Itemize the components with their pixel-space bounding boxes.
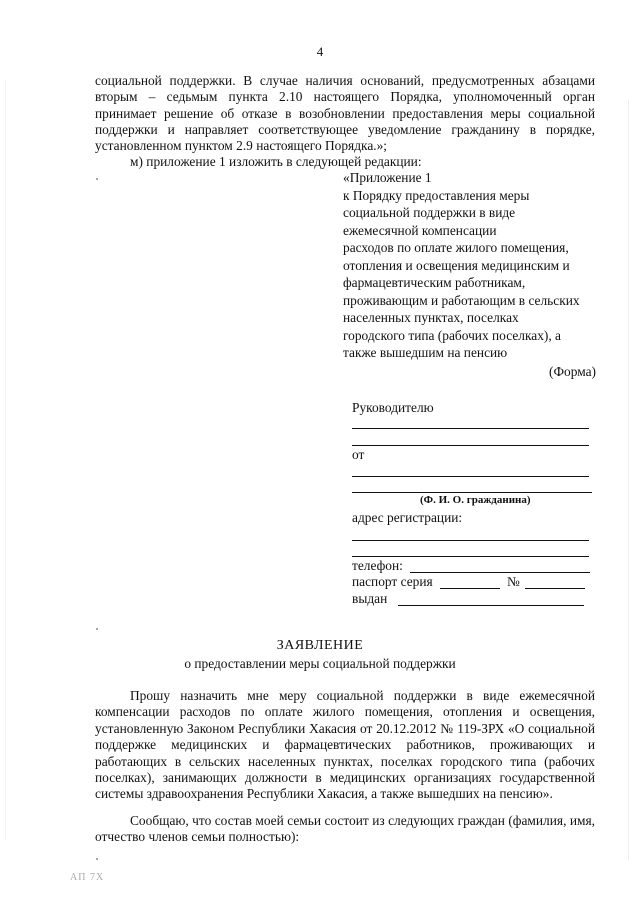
to-head-blank-line-1[interactable] [352,428,589,429]
statement-body-paragraph: Прошу назначить мне меру социальной поддержки в виде ежемесячной компенсации расходов по оплате жилого помещения, отопления и освещения, установленную Законом Республики Хакасия от 20.12.2012 № 119-ЗРХ «О социальной поддержке медицинских и фармацевтических работников, проживающих и работающих в сельских населенных пунктах, поселках городского типа (рабочих поселках), занимающих должности в медицинских организациях государственной системы здравоохранения Республики Хакасия, а также вышедших на пенсию». [95,688,595,802]
from-label: от [352,447,365,462]
from-blank-line-1[interactable] [352,476,589,477]
address-label: адрес регистрации: [352,510,463,525]
address-blank-line-1[interactable] [352,540,589,541]
statement-subheading: о предоставлении меры социальной поддержки [184,656,456,671]
passport-number-sign: № [507,574,520,589]
intro-paragraph: социальной поддержки. В случае наличия оснований, предусмотренных абзацами вторым – седьмым пункта 2.10 настоящего Порядка, уполномоченный орган принимает решение об отказе в возобновлении предоставления меры социальной поддержки и направляет соответствующее уведомление гражданину в порядке, установленном пунктом 2.9 настоящего Порядка.»; [95,73,595,154]
from-blank-line-2[interactable] [352,492,592,493]
appendix-line: проживающим и работающим в сельских [343,292,580,308]
scan-stamp: АП 7Х [70,872,105,883]
appendix-block [343,169,598,362]
appendix-line: городского типа (рабочих поселках), а [343,327,561,343]
appendix-line: населенных пунктах, поселках [343,310,519,325]
appendix-line: расходов по оплате жилого помещения, [343,240,569,255]
issued-blank-line[interactable] [398,605,584,606]
amendment-line: м) приложение 1 изложить в следующей редакции: [130,154,422,169]
issued-label: выдан [352,591,388,606]
statement-heading: ЗАЯВЛЕНИЕ [276,638,364,653]
to-head-blank-line-2[interactable] [352,445,589,446]
appendix-line: к Порядку предоставления меры [343,187,530,203]
left-margin-shadow [5,80,6,840]
passport-series-blank[interactable] [440,588,500,589]
appendix-line: отопления и освещения медицинским и [343,257,570,273]
address-blank-line-2[interactable] [352,556,589,557]
appendix-line: социальной поддержки в виде [343,205,516,220]
family-composition-paragraph: Сообщаю, что состав моей семьи состоит из следующих граждан (фамилия, имя, отчество членов семьи полностью): [95,813,595,845]
phone-label: телефон: [352,558,403,573]
appendix-line: фармацевтическим работникам, [343,275,526,290]
scan-dot [96,858,98,860]
appendix-title: «Приложение 1 [343,170,432,185]
appendix-line: также вышедшим на пенсию [343,345,508,360]
name-caption: (Ф. И. О. гражданина) [420,494,531,506]
phone-blank-line[interactable] [410,572,590,573]
right-margin-shadow [628,100,629,860]
to-head-label: Руководителю [352,400,434,415]
passport-number-blank[interactable] [525,588,585,589]
passport-series-label: паспорт серия [352,574,433,589]
scan-dot [96,628,98,630]
form-label: (Форма) [548,364,596,379]
scan-dot [96,178,98,180]
page-number: 4 [316,44,324,59]
appendix-line: ежемесячной компенсации [343,222,497,238]
